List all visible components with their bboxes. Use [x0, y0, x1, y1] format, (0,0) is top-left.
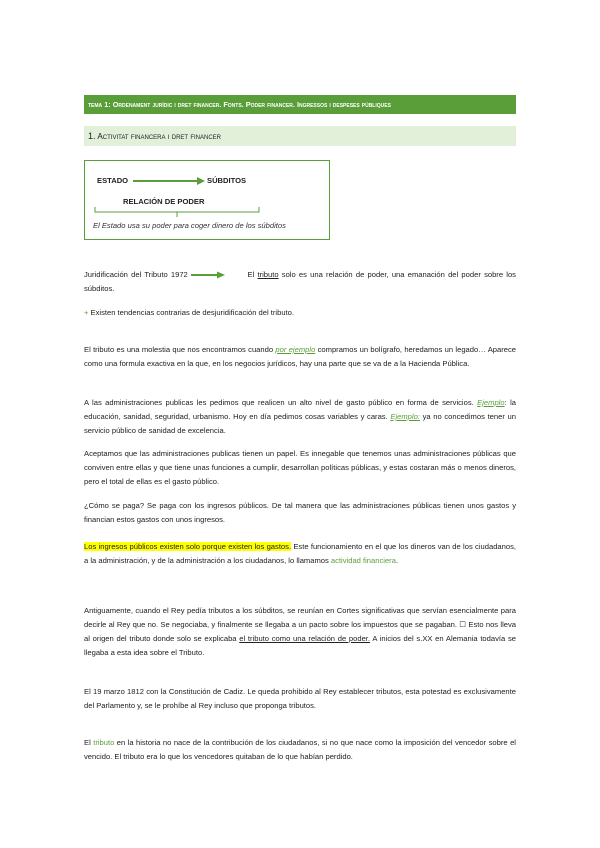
paragraph-origen-tributo [84, 736, 516, 764]
arrow-head [197, 177, 205, 185]
paragraph-administraciones [84, 447, 516, 489]
p4-part-a: A las administraciones publicas les pedimos que realicen un alto nivel de gasto público en forma de servicios. [84, 398, 478, 407]
p10-part-a: El [84, 738, 94, 747]
inline-arrow-icon [191, 271, 225, 279]
p7-part-b: Este funcionamiento en el que los dineros van de los ciudadanos, a la administración, y de la administración a los ciudadanos, lo llamamos [84, 542, 516, 565]
p2-text: Existen tendencias contrarias de desjuridificación del tributo. [88, 308, 295, 317]
p8-part-a: Antiguamente, cuando el Rey pedía tributos a los súbditos, se reunían en Cortes significativas que servían esencialmente para decirle al Rey que no. Se negociaba, y finalmente se llegaba a un pacto sobre los impuestos que se pagaban. ☐ Esto nos lleva al origen del tributo donde solo se explicaba [84, 606, 516, 643]
paragraph-molestia [84, 343, 516, 371]
section-heading [84, 126, 516, 146]
p1-part-b: El [247, 270, 258, 279]
paragraph-ingresos [84, 540, 516, 568]
p4-part-c: : la educación, sanidad, seguridad, urbanismo. Hoy en día pedimos cosas variables y caras. [84, 398, 516, 421]
p6-text: ¿Cómo se paga? Se paga con los ingresos públicos. De tal manera que las administraciones públicas tienen unos gastos y financian estos gastos con unos ingresos. [84, 501, 516, 524]
paragraph-cadiz [84, 685, 516, 713]
estado-label: ESTADO [97, 176, 129, 185]
p8-part-c: A inicios del s.XX en Alemania todavía se llegaba a esta idea sobre el Tributo. [84, 634, 516, 657]
paragraph-antiguamente [84, 604, 516, 660]
paragraph-juridificacion [84, 268, 516, 296]
diagram-caption: El Estado usa su poder para coger dinero de los súbditos [93, 221, 286, 230]
paragraph-gasto-publico [84, 396, 516, 438]
p4-example-1: Ejemplo [477, 398, 505, 407]
p8-underlined: el tributo como una relación de poder. [239, 634, 371, 643]
p10-part-c: en la historia no nace de la contribución de los ciudadanos, si no que nace como la imposición del vencedor sobre el vencido. El tributo era lo que los vencedores quitaban de lo que habían perdido. [84, 738, 516, 761]
p1-part-a: Juridificación del Tributo 1972 [84, 270, 188, 279]
topic-title-bar [84, 95, 516, 114]
actividad-financiera-term: actividad financiera [330, 556, 396, 565]
relacion-de-poder-label: RELACIÓN DE PODER [123, 197, 205, 206]
power-relation-diagram [84, 160, 330, 240]
highlighted-statement: Los ingresos públicos existen solo porque existen los gastos. [84, 542, 292, 551]
section-number: 1. [88, 131, 96, 141]
paragraph-desjuridificacion [84, 306, 516, 320]
p5-text: Aceptamos que las administraciones publicas tienen un papel. Es innegable que tenemos unas administraciones públicas que conviven entre ellas y que tiene unas funciones a cumplir, desarrollan políticas públicas, y estas costaran más o menos dineros, pero el total de ellas es el gasto público. [84, 449, 516, 486]
p10-tributo-term: tributo [93, 738, 115, 747]
p4-example-2: Ejemplo: [390, 412, 420, 421]
p9-text: El 19 marzo 1812 con la Constitución de Cadiz. Le queda prohibido al Rey establecer tributos, esta potestad es exclusivamente del Parlamento y, se le prohíbe al Rey incluso que proponga tributos. [84, 687, 516, 710]
p3-part-a: El tributo es una molestia que nos encontramos cuando [84, 345, 276, 354]
p3-part-c: compramos un bolígrafo, heredamos un legado… Aparece como una formula exactiva en la que, en los negocios jurídicos, hay una parte que se va de a la Hacienda Pública. [84, 345, 516, 368]
p1-part-d: solo es una relación de poder, una emanación del poder sobre los súbditos. [84, 270, 516, 293]
paragraph-como-se-paga [84, 499, 516, 527]
plus-icon: + [84, 308, 89, 317]
relation-bracket [95, 207, 259, 212]
p1-tributo-link: tributo [257, 270, 279, 279]
p7-part-d: . [395, 556, 399, 565]
p3-example: por ejemplo [275, 345, 316, 354]
p4-part-e: ya no concedimos tener un servicio público de sanidad de excelencia. [84, 412, 516, 435]
section-title: Activitat financera i dret financer [95, 132, 222, 141]
topic-title: tema 1: Ordenament jurídic i dret financer. Fonts. Poder financer. Ingressos i despeses públiques [88, 100, 391, 109]
subditos-label: SÚBDITOS [207, 176, 247, 185]
